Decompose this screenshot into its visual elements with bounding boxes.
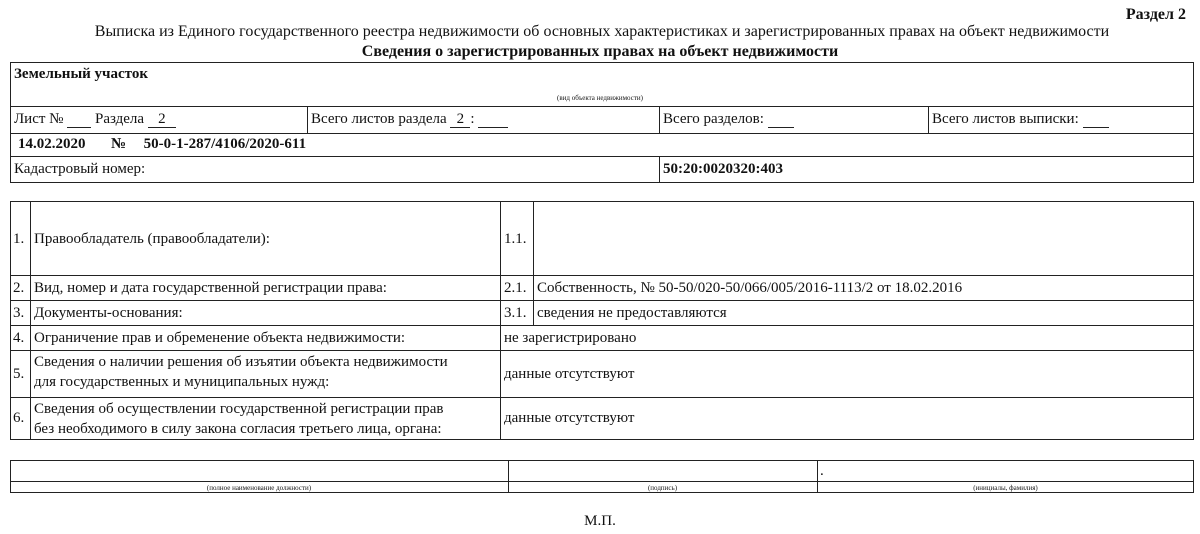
row-3-label: Документы-основания: — [34, 305, 183, 321]
signature-dot: . — [820, 463, 824, 479]
total-sheets-label: Всего листов раздела — [311, 111, 447, 127]
total-sheets-value: 2 — [450, 112, 470, 128]
stamp-placeholder: М.П. — [584, 513, 616, 529]
position-caption: (полное наименование должности) — [206, 484, 312, 492]
row-3-value: сведения не предоставляются — [537, 305, 727, 321]
row-6-value: данные отсутствуют — [504, 410, 635, 426]
row-2-sub-number: 2.1. — [504, 280, 527, 296]
row-3-number: 3. — [13, 305, 25, 321]
object-kind-caption: (вид объекта недвижимости) — [557, 94, 643, 102]
row-1-number: 1. — [13, 231, 25, 247]
cadastral-value: 50:20:0020320:403 — [663, 161, 783, 177]
row-2-value: Собственность, № 50-50/020-50/066/005/2016-1113/2 от 18.02.2016 — [537, 280, 963, 296]
row-6-label-line-1: Сведения об осуществлении государственной регистрации прав — [34, 401, 444, 417]
section-tag: Раздел 2 — [1125, 6, 1186, 23]
row-2-number: 2. — [13, 280, 25, 296]
section-number: 2 — [148, 112, 176, 128]
total-sections-field — [663, 111, 794, 128]
total-sheets-section-field: Всего листов раздела 2 : — [311, 111, 508, 128]
row-6-number: 6. — [13, 410, 25, 426]
total-sheets-extract-label: Всего листов выписки: — [932, 111, 1079, 127]
signature-caption: (подпись) — [647, 484, 678, 492]
object-kind: Земельный участок — [14, 66, 148, 82]
registration-line — [18, 136, 306, 153]
sheet-label: Лист № — [14, 111, 64, 127]
sheet-number-field — [14, 111, 176, 128]
row-2-label: Вид, номер и дата государственной регистрации права: — [34, 280, 387, 296]
row-4-number: 4. — [13, 330, 25, 346]
total-sections-label: Всего разделов: — [663, 111, 764, 127]
row-5-number: 5. — [13, 366, 25, 382]
row-3-sub-number: 3.1. — [504, 305, 527, 321]
row-4-value: не зарегистрировано — [504, 330, 637, 346]
registration-number-sign: № — [111, 136, 127, 152]
cadastral-label: Кадастровый номер: — [14, 161, 146, 177]
document-subtitle: Сведения о зарегистрированных правах на объект недвижимости — [361, 43, 839, 60]
registration-number: 50-0-1-287/4106/2020-611 — [143, 136, 307, 152]
row-5-label-line-2: для государственных и муниципальных нужд: — [34, 374, 330, 390]
row-4-label: Ограничение прав и обременение объекта недвижимости: — [34, 330, 406, 346]
total-sheets-extract-field — [932, 111, 1109, 128]
row-6-label-line-2: без необходимого в силу закона согласия третьего лица, органа: — [34, 421, 442, 437]
section-label: Раздела — [94, 111, 145, 127]
row-1-sub-number: 1.1. — [504, 231, 527, 247]
row-1-label: Правообладатель (правообладатели): — [34, 231, 270, 247]
row-5-label-line-1: Сведения о наличии решения об изъятии объекта недвижимости — [34, 354, 448, 370]
registration-date: 14.02.2020 — [18, 136, 86, 152]
document-title: Выписка из Единого государственного реестра недвижимости об основных характеристиках и зарегистрированных правах на объект недвижимости — [94, 23, 1110, 40]
row-5-value: данные отсутствуют — [504, 366, 635, 382]
name-caption: (инициалы, фамилия) — [973, 484, 1038, 492]
